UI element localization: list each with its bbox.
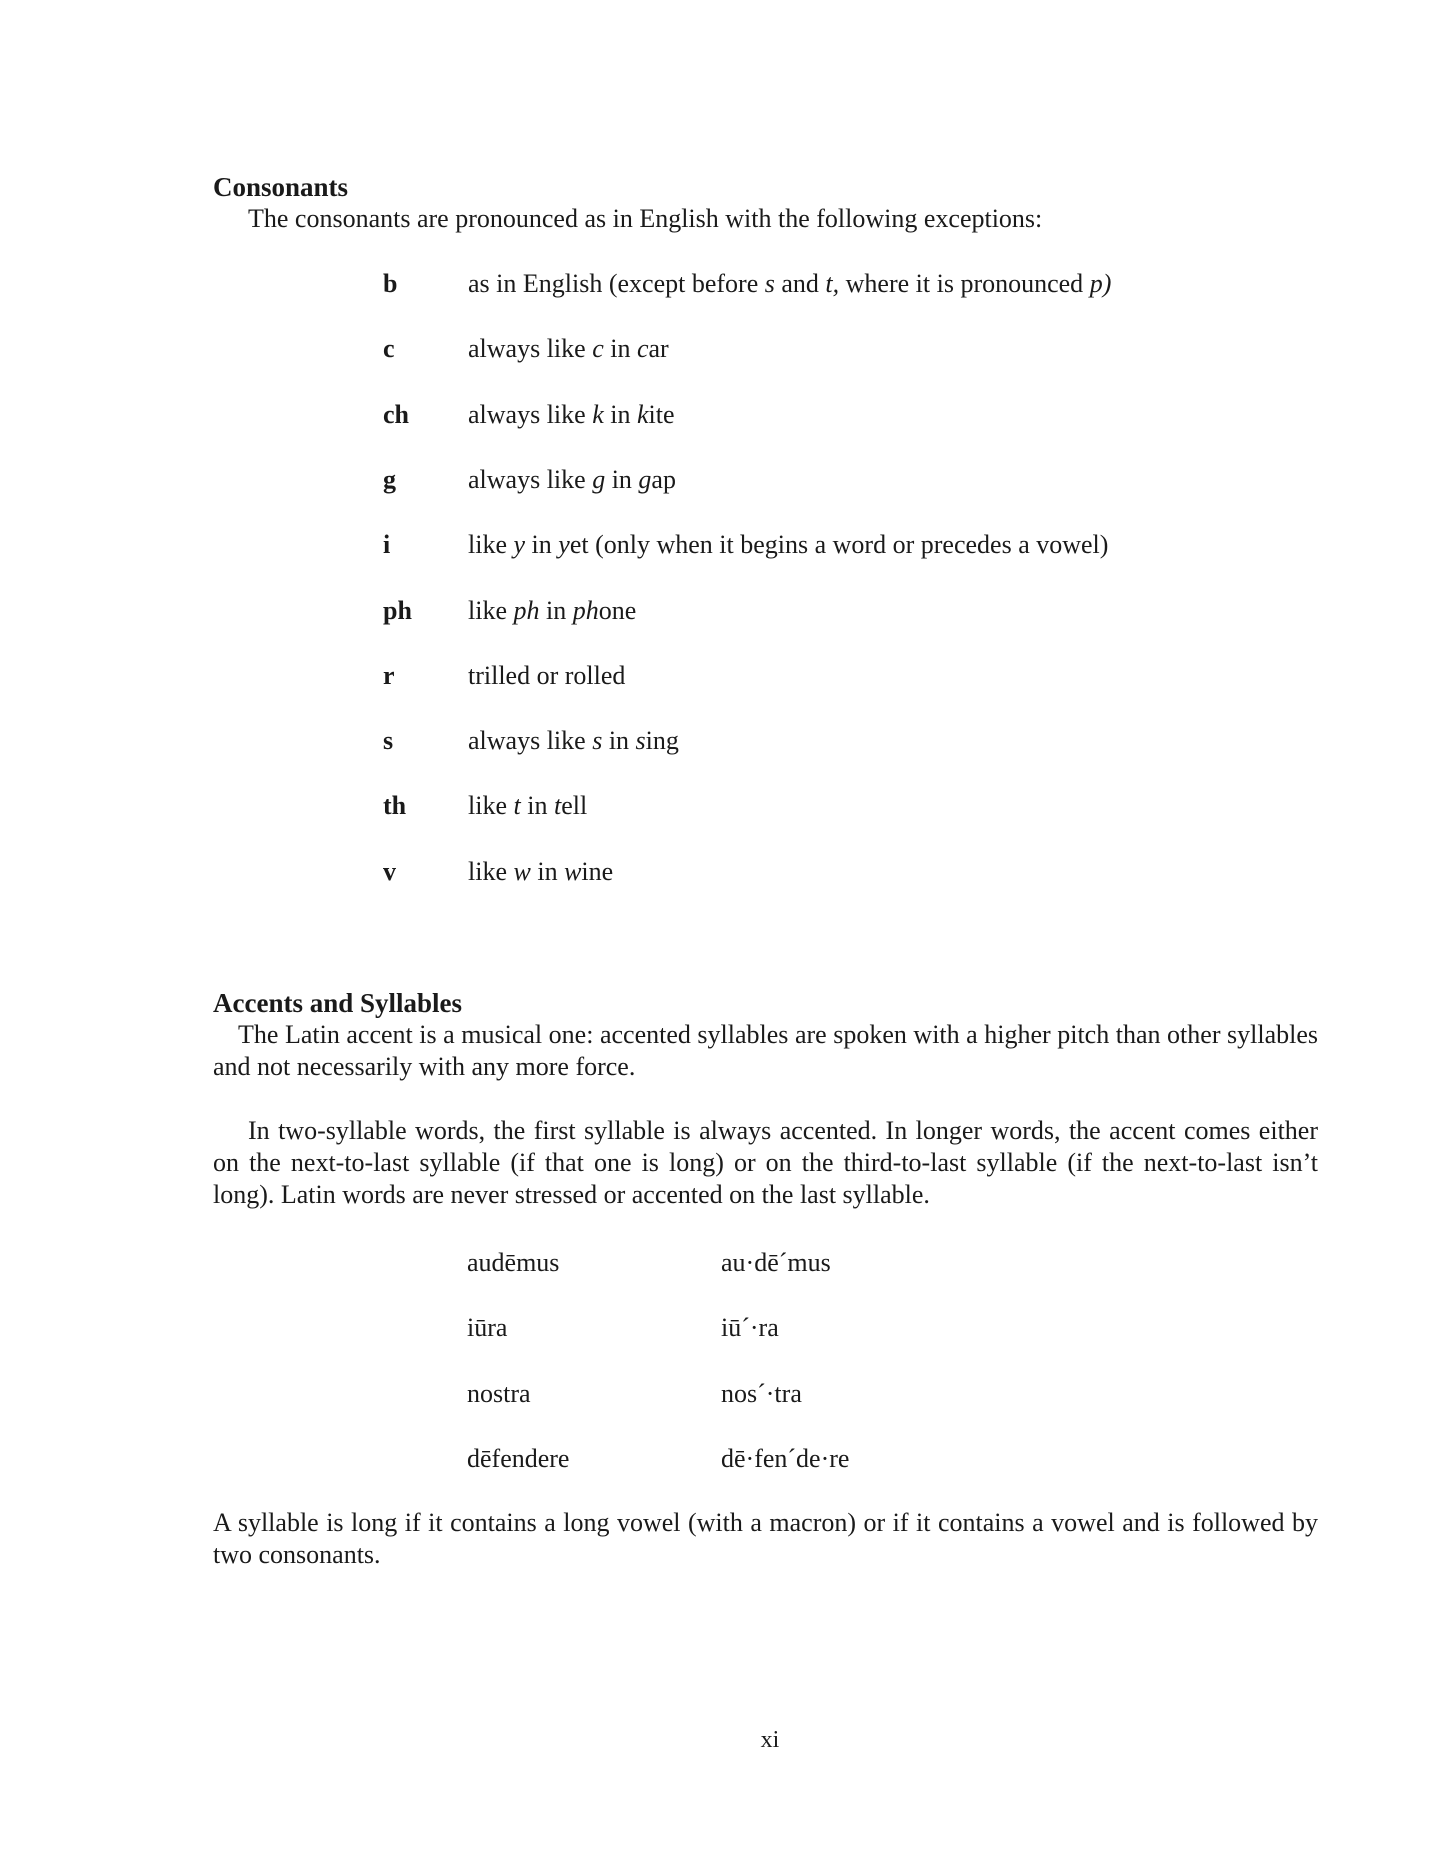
- italic-text: ph: [572, 595, 599, 625]
- text: always like: [468, 726, 593, 756]
- text: ar: [648, 334, 669, 364]
- text: in: [603, 399, 637, 429]
- consonants-heading: Consonants: [213, 172, 349, 202]
- italic-text: c: [636, 334, 649, 364]
- text: ell: [561, 791, 588, 821]
- example-word: audēmus: [467, 1248, 560, 1277]
- italic-text: k: [592, 399, 604, 429]
- text: in: [605, 464, 639, 494]
- italic-text: p): [1089, 269, 1112, 298]
- consonant-letter: b: [383, 269, 398, 298]
- page-number: xi: [760, 1727, 780, 1753]
- text: like: [468, 595, 514, 625]
- consonant-description: [468, 332, 669, 366]
- italic-text: y: [558, 530, 570, 560]
- consonant-description: [468, 528, 1108, 562]
- italic-text: t,: [825, 269, 840, 298]
- example-syllable-division: au·dē´mus: [721, 1248, 831, 1277]
- example-syllable-division: iū´·ra: [721, 1313, 779, 1343]
- text: always like: [468, 399, 593, 429]
- consonant-letter: s: [383, 726, 394, 756]
- text: in: [525, 530, 559, 560]
- consonants-intro: The consonants are pronounced as in English with the following exceptions:: [248, 204, 1043, 233]
- consonant-letter: ch: [383, 399, 409, 429]
- italic-text: g: [592, 464, 606, 494]
- consonant-description: [468, 267, 1111, 301]
- text: one: [598, 595, 637, 625]
- consonant-letter: v: [383, 856, 396, 886]
- text: trilled or rolled: [468, 660, 626, 690]
- text: like: [468, 530, 514, 560]
- example-word: nostra: [467, 1378, 531, 1408]
- consonant-description: [468, 789, 587, 823]
- consonant-letter: i: [383, 530, 391, 560]
- italic-text: y: [513, 530, 526, 560]
- italic-text: g: [638, 464, 652, 494]
- consonant-description: [468, 855, 613, 889]
- italic-text: s: [635, 726, 646, 756]
- text: et (only when it begins a word or precedes a vowel): [569, 530, 1109, 560]
- italic-text: ph: [513, 595, 540, 625]
- text: always like: [468, 464, 593, 494]
- example-word: iūra: [467, 1313, 508, 1343]
- italic-text: k: [636, 399, 649, 429]
- consonant-letter: ph: [383, 595, 412, 625]
- accents-paragraph-1: The Latin accent is a musical one: accented syllables are spoken with a higher pitch than other syllables and not necessarily with any more force.: [213, 1020, 1318, 1081]
- example-syllable-division: dē·fen´de·re: [721, 1443, 850, 1473]
- example-word: dēfendere: [467, 1443, 570, 1473]
- italic-text: s: [592, 726, 603, 756]
- italic-text: t: [513, 791, 521, 821]
- text: in: [520, 791, 554, 821]
- italic-text: w: [513, 856, 531, 886]
- text: where it is pronounced: [839, 269, 1090, 298]
- text: as in English (except before: [468, 269, 765, 298]
- consonant-letter: th: [383, 791, 407, 821]
- consonant-description: [468, 463, 676, 497]
- italic-text: c: [592, 334, 604, 364]
- consonant-description: [468, 398, 675, 432]
- consonant-letter: g: [383, 464, 396, 494]
- text: in: [530, 856, 565, 886]
- consonant-description: [468, 724, 679, 758]
- italic-text: s: [764, 269, 775, 298]
- consonant-letter: r: [383, 660, 395, 690]
- consonant-description: [468, 659, 625, 693]
- example-syllable-division: nos´·tra: [721, 1378, 802, 1408]
- text: like: [468, 856, 514, 886]
- text: in: [603, 334, 637, 364]
- consonant-letter: c: [383, 334, 395, 364]
- text: always like: [468, 334, 593, 364]
- consonant-description: [468, 594, 636, 628]
- text: in: [539, 595, 573, 625]
- italic-text: w: [564, 856, 582, 886]
- text: in: [602, 726, 636, 756]
- accents-paragraph-2: In two-syllable words, the first syllable is always accented. In longer words, the accent comes either on the next-to-last syllable (if that one is long) or on the third-to-last syllable (if the next-to-last isn’t long). Latin words are never stressed or accented on the last syllable.: [213, 1116, 1318, 1209]
- text: and: [774, 269, 826, 298]
- text: like: [468, 791, 514, 821]
- italic-text: t: [553, 791, 562, 821]
- text: ing: [645, 726, 679, 756]
- accents-paragraph-3: A syllable is long if it contains a long vowel (with a macron) or if it contains a vowel and is followed by two consonants.: [213, 1508, 1318, 1569]
- accents-heading: Accents and Syllables: [213, 988, 463, 1018]
- text: ite: [648, 399, 675, 429]
- text: ap: [651, 464, 676, 494]
- text: ine: [581, 856, 614, 886]
